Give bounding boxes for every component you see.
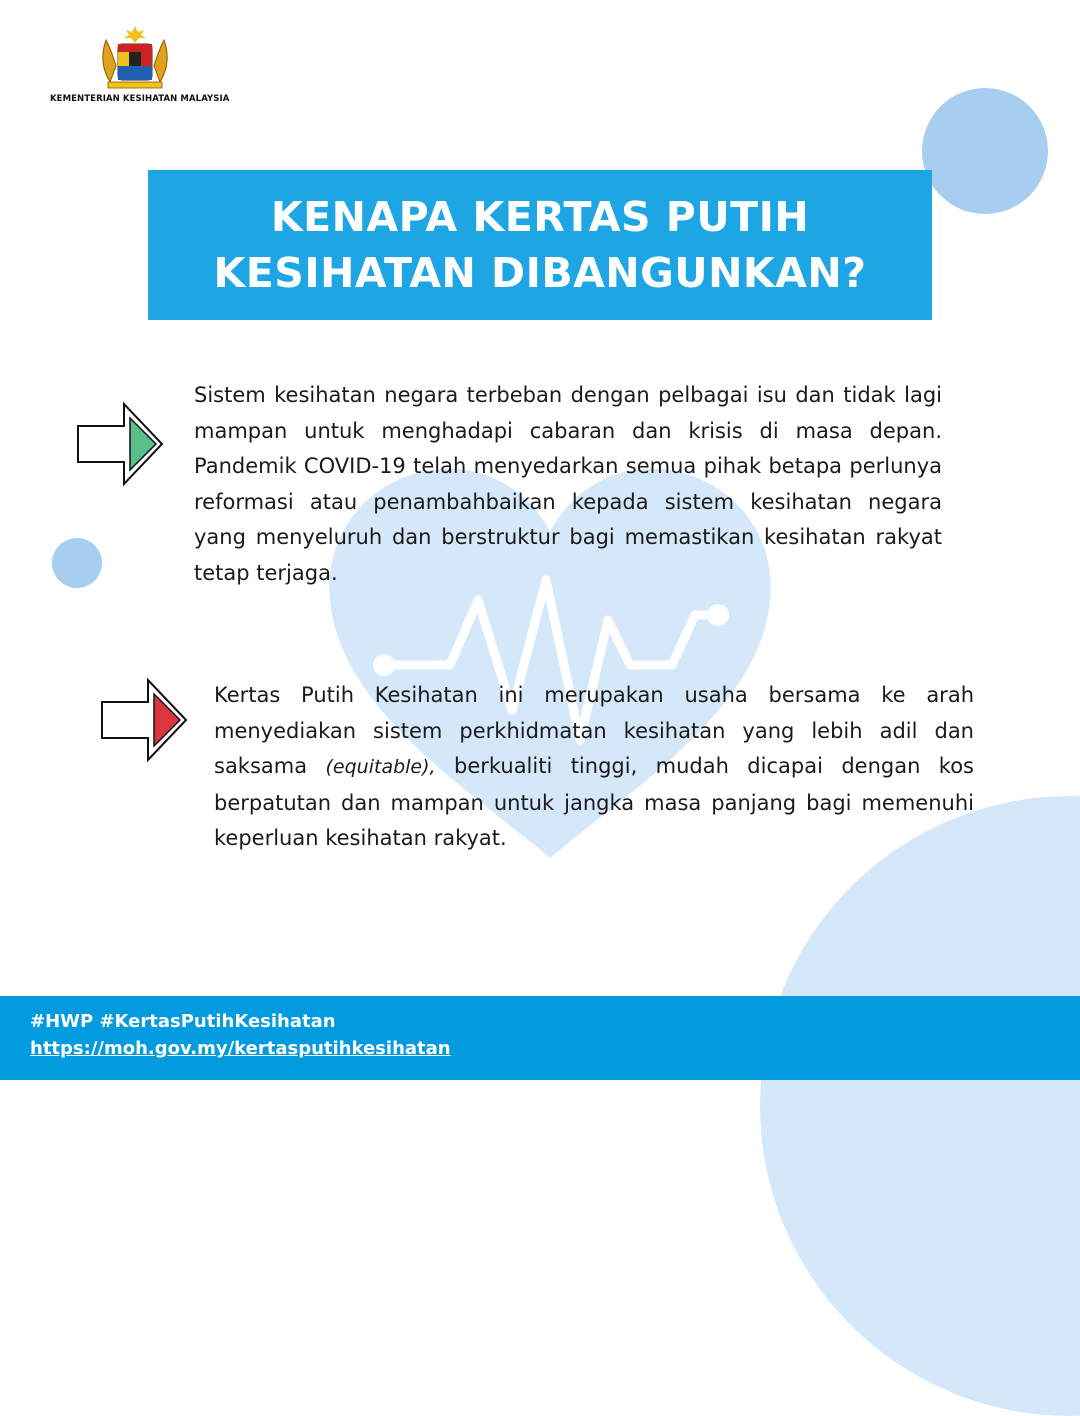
ministry-name: KEMENTERIAN KESIHATAN MALAYSIA xyxy=(50,94,230,104)
equitable-term: (equitable), xyxy=(325,756,436,778)
coat-of-arms-icon xyxy=(92,22,178,92)
title-banner xyxy=(148,170,932,320)
decorative-circle-top xyxy=(922,88,1048,214)
arrow-right-green-icon xyxy=(76,402,166,486)
paragraph-2-text-before: Kertas Putih Kesihatan ini merupakan usaha bersama ke arah menyediakan sistem perkhidmatan kesihatan yang lebih adil dan saksama xyxy=(214,683,974,778)
footer-link[interactable]: https://moh.gov.my/kertasputihkesihatan xyxy=(30,1038,451,1059)
decorative-circle-left xyxy=(52,538,102,588)
arrow-right-red-icon xyxy=(100,678,190,762)
paragraph-1: Sistem kesihatan negara terbeban dengan pelbagai isu dan tidak lagi mampan untuk menghadapi cabaran dan krisis di masa depan. Pandemik COVID-19 telah menyedarkan semua pihak betapa perlunya reformasi atau penambahbaikan kepada sistem kesihatan negara yang menyeluruh dan berstruktur bagi memastikan kesihatan rakyat tetap terjaga. xyxy=(194,383,942,585)
footer-hashtags: #HWP #KertasPutihKesihatan xyxy=(30,1011,336,1032)
paragraph-2-text-after: berkualiti tinggi, mudah dicapai dengan kos berpatutan dan mampan untuk jangka masa panjang bagi memenuhi keperluan kesihatan rakyat. xyxy=(214,754,974,850)
decorative-blob xyxy=(760,796,1080,1416)
page-title: KENAPA KERTAS PUTIH KESIHATAN DIBANGUNKAN? xyxy=(213,193,867,297)
paragraph-2 xyxy=(214,678,974,857)
